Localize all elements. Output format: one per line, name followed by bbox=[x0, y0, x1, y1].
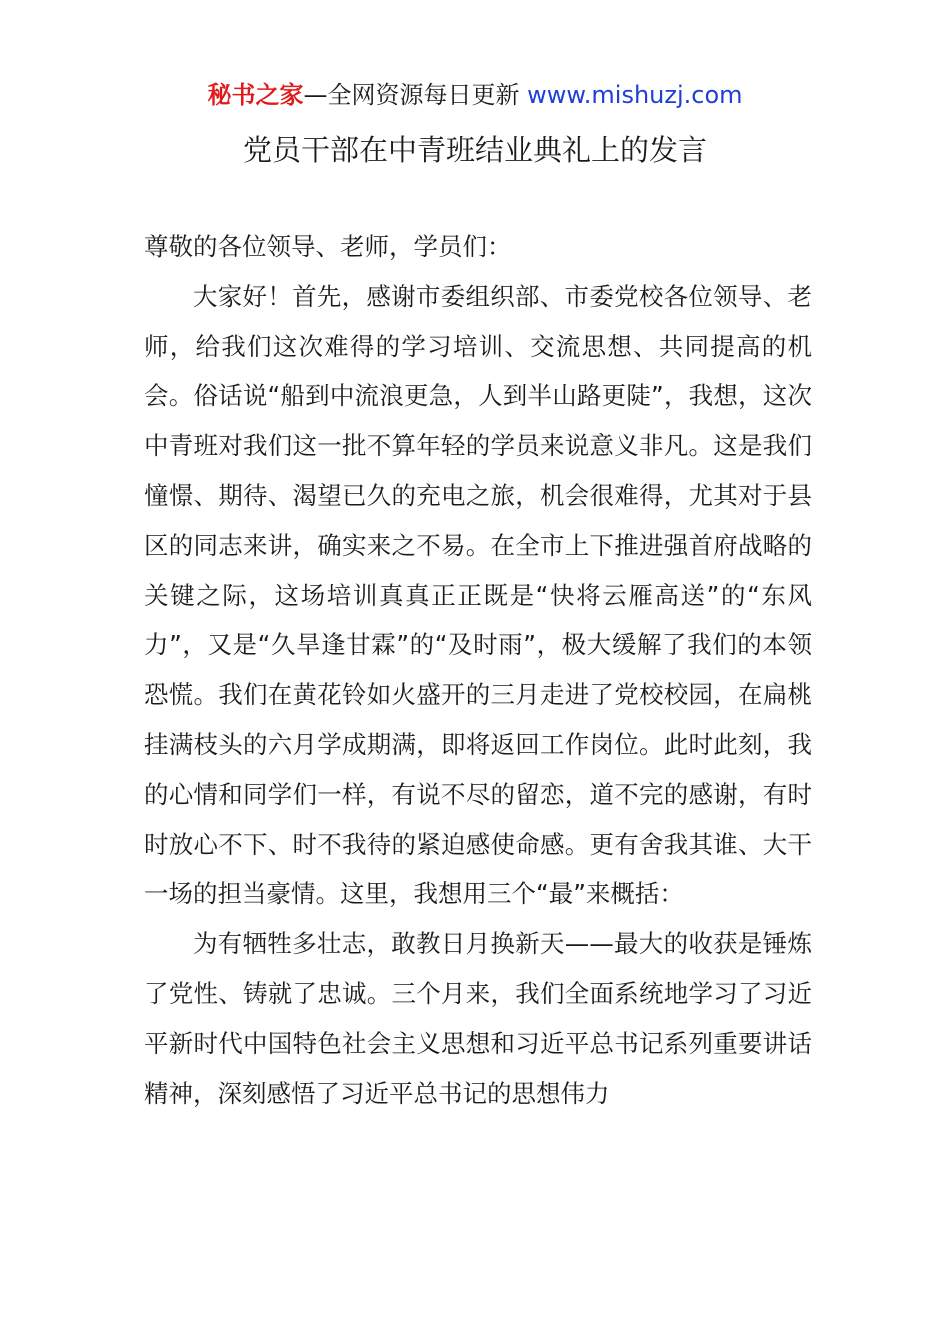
paragraph-opening: 大家好！首先，感谢市委组织部、市委党校各位领导、老师，给我们这次难得的学习培训、交流思想、共同提高的机会。俗话说“船到中流浪更急，人到半山路更陡”，我想，这次中青班对我们这一批不算年轻的学员来说意义非凡。这是我们憧憬、期待、渴望已久的充电之旅，机会很难得，尤其对于县区的同志来讲，确实来之不易。在全市上下推进强首府战略的关键之际，这场培训真真正正既是“快将云雁高送”的“东风力”，又是“久旱逢甘霖”的“及时雨”，极大缓解了我们的本领恐慌。我们在黄花铃如火盛开的三月走进了党校校园，在扁桃挂满枝头的六月学成期满，即将返回工作岗位。此时此刻，我的心情和同学们一样，有说不尽的留恋，道不完的感谢，有时时放心不下、时不我待的紧迫感使命感。更有舍我其谁、大干一场的担当豪情。这里，我想用三个“最”来概括： bbox=[144, 281, 812, 909]
salutation: 尊敬的各位领导、老师，学员们： bbox=[144, 232, 512, 261]
document-title: 党员干部在中青班结业典礼上的发言 bbox=[242, 133, 707, 167]
site-tagline: —全网资源每日更新 bbox=[303, 81, 528, 109]
document-body bbox=[144, 222, 812, 1118]
site-url-link[interactable]: www.mishuzj.com bbox=[527, 81, 743, 109]
site-brand: 秘书之家 bbox=[207, 81, 304, 109]
paragraph-first-point: 为有牺牲多壮志，敢教日月换新天——最大的收获是锤炼了党性、铸就了忠诚。三个月来，我们全面系统地学习了习近平新时代中国特色社会主义思想和习近平总书记系列重要讲话精神，深刻感悟了习近平总书记的思想伟力 bbox=[144, 929, 812, 1108]
site-header bbox=[0, 78, 950, 112]
